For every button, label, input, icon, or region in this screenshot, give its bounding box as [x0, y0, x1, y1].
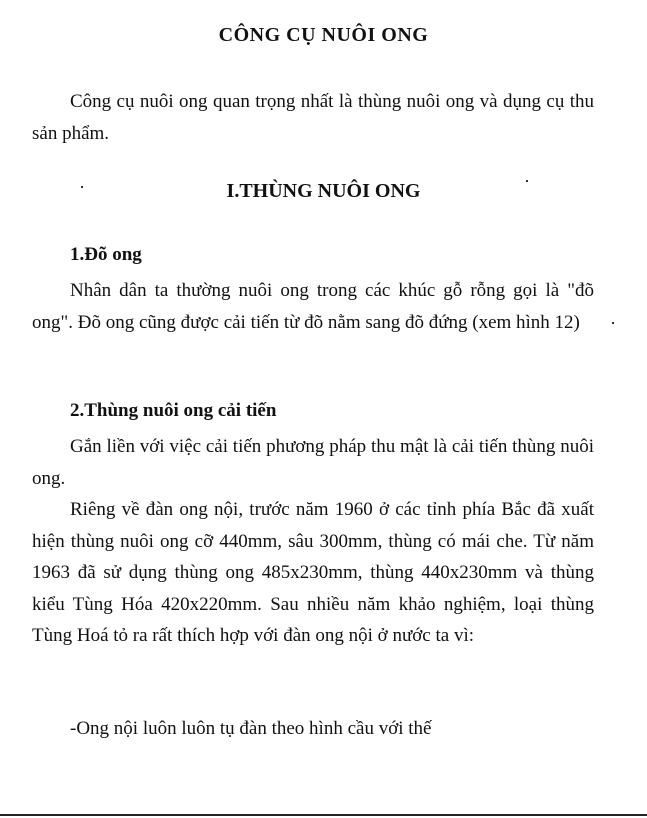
subsection-heading-thung-cai-tien: 2.Thùng nuôi ong cải tiến	[70, 400, 277, 421]
thung-cai-tien-paragraph-1: Gắn liền với việc cải tiến phương pháp thu mật là cải tiến thùng nuôi ong.	[32, 436, 594, 489]
scan-speck	[526, 180, 528, 182]
thung-cai-tien-paragraph-2: Riêng về đàn ong nội, trước năm 1960 ở các tỉnh phía Bắc đã xuất hiện thùng nuôi ong cỡ 440mm, sâu 300mm, thùng có mái che. Từ năm 1963 đã sử dụng thùng ong 485x230mm, thùng 440x230mm và thùng kiểu Tùng Hóa 420x220mm. Sau nhiều năm khảo nghiệm, loại thùng Tùng Hoá tỏ ra rất thích hợp với đàn ong nội ở nước ta vì:	[32, 499, 594, 646]
scan-speck	[81, 186, 83, 188]
page-title: CÔNG CỤ NUÔI ONG	[218, 24, 429, 46]
scan-speck	[612, 322, 614, 324]
section-heading: I.THÙNG NUÔI ONG	[226, 180, 421, 202]
intro-paragraph: Công cụ nuôi ong quan trọng nhất là thùng nuôi ong và dụng cụ thu sản phẩm.	[32, 91, 594, 144]
subsection-heading-do-ong: 1.Đõ ong	[70, 244, 142, 265]
list-item-bullet: -Ong nội luôn luôn tụ đàn theo hình cầu với thế	[70, 718, 432, 739]
do-ong-paragraph: Nhân dân ta thường nuôi ong trong các khúc gỗ rỗng gọi là "đõ ong". Đõ ong cũng được cải tiến từ đõ nằm sang đõ đứng (xem hình 12)	[32, 280, 594, 333]
page-bottom-edge	[0, 814, 647, 816]
